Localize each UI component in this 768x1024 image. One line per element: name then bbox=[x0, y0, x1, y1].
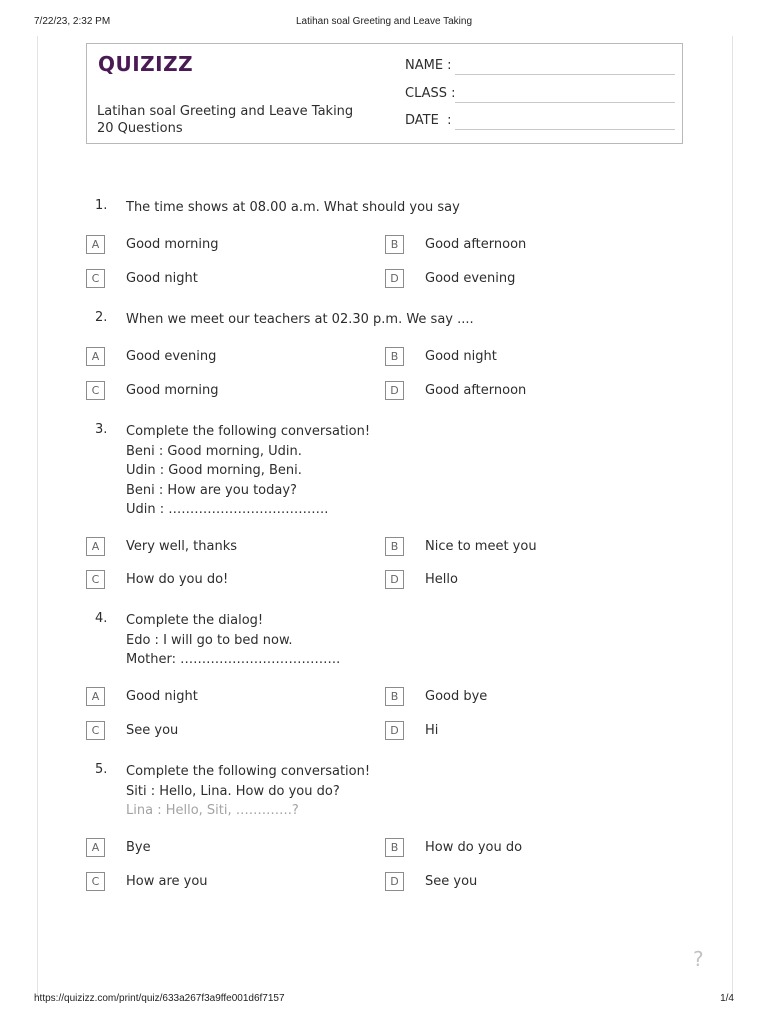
option-c bbox=[86, 381, 346, 401]
question-number: 3. bbox=[95, 422, 108, 437]
option-b bbox=[385, 537, 645, 557]
question-number: 4. bbox=[95, 611, 108, 626]
name-line bbox=[455, 74, 675, 75]
option-text: Good night bbox=[425, 349, 497, 364]
option-text: Hi bbox=[425, 723, 439, 738]
print-url: https://quizizz.com/print/quiz/633a267f3a9ffe001d6f7157 bbox=[34, 993, 285, 1004]
option-letter-box: C bbox=[86, 381, 105, 400]
option-letter-box: D bbox=[385, 721, 404, 740]
quiz-title: Latihan soal Greeting and Leave Taking bbox=[97, 104, 354, 119]
option-letter-box: B bbox=[385, 235, 404, 254]
option-letter-box: C bbox=[86, 721, 105, 740]
question-text: The time shows at 08.00 a.m. What should you say bbox=[126, 200, 460, 215]
question-number: 1. bbox=[95, 198, 108, 213]
page-number: 1/4 bbox=[720, 993, 734, 1004]
option-letter-box: A bbox=[86, 235, 105, 254]
option-text: Good afternoon bbox=[425, 383, 527, 398]
option-text: Good bye bbox=[425, 689, 488, 704]
option-letter-box: D bbox=[385, 381, 404, 400]
class-field bbox=[405, 86, 675, 104]
option-a bbox=[86, 687, 346, 707]
option-text: Very well, thanks bbox=[126, 539, 238, 554]
option-d bbox=[385, 381, 645, 401]
option-c bbox=[86, 570, 346, 590]
option-text: See you bbox=[425, 874, 478, 889]
quizizz-logo: QUIZIZZ bbox=[98, 52, 194, 76]
quiz-header-box bbox=[86, 43, 683, 144]
option-letter-box: A bbox=[86, 537, 105, 556]
option-letter-box: B bbox=[385, 687, 404, 706]
question-text: When we meet our teachers at 02.30 p.m. We say .... bbox=[126, 312, 474, 327]
option-text: Nice to meet you bbox=[425, 539, 537, 554]
option-letter-box: C bbox=[86, 269, 105, 288]
option-text: Hello bbox=[425, 572, 458, 587]
option-a bbox=[86, 347, 346, 367]
print-title: Latihan soal Greeting and Leave Taking bbox=[295, 16, 473, 27]
option-d bbox=[385, 872, 645, 892]
option-a bbox=[86, 838, 346, 858]
option-letter-box: B bbox=[385, 537, 404, 556]
option-a bbox=[86, 235, 346, 255]
question-text: Complete the dialog! Edo : I will go to bed now. Mother: ………………………………. bbox=[126, 613, 341, 667]
question-number: 5. bbox=[95, 762, 108, 777]
option-letter-box: B bbox=[385, 347, 404, 366]
option-c bbox=[86, 721, 346, 741]
option-text: Bye bbox=[126, 840, 151, 855]
option-d bbox=[385, 269, 645, 289]
option-c bbox=[86, 269, 346, 289]
option-letter-box: C bbox=[86, 570, 105, 589]
option-letter-box: B bbox=[385, 838, 404, 857]
option-text: Good evening bbox=[425, 271, 516, 286]
option-letter-box: A bbox=[86, 687, 105, 706]
question-number: 2. bbox=[95, 310, 108, 325]
option-text: Good morning bbox=[126, 383, 219, 398]
option-letter-box: D bbox=[385, 872, 404, 891]
question-text: Complete the following conversation! Siti : Hello, Lina. How do you do? bbox=[126, 764, 371, 799]
option-letter-box: D bbox=[385, 269, 404, 288]
date-label: DATE : bbox=[405, 113, 452, 128]
option-letter-box: C bbox=[86, 872, 105, 891]
print-header bbox=[34, 16, 734, 30]
name-field bbox=[405, 58, 675, 76]
option-text: Good evening bbox=[126, 349, 217, 364]
print-timestamp: 7/22/23, 2:32 PM bbox=[34, 16, 111, 27]
option-text: See you bbox=[126, 723, 179, 738]
faded-dialog-line: Lina : Hello, Siti, ………….? bbox=[126, 803, 299, 818]
option-b bbox=[385, 347, 645, 367]
option-letter-box: D bbox=[385, 570, 404, 589]
help-icon[interactable]: ? bbox=[693, 947, 704, 971]
option-text: How are you bbox=[126, 874, 208, 889]
name-label: NAME : bbox=[405, 58, 452, 73]
option-d bbox=[385, 570, 645, 590]
option-text: Good morning bbox=[126, 237, 219, 252]
option-b bbox=[385, 235, 645, 255]
option-a bbox=[86, 537, 346, 557]
option-b bbox=[385, 687, 645, 707]
option-text: How do you do! bbox=[126, 572, 229, 587]
class-line bbox=[455, 102, 675, 103]
option-text: How do you do bbox=[425, 840, 523, 855]
option-letter-box: A bbox=[86, 347, 105, 366]
option-text: Good afternoon bbox=[425, 237, 527, 252]
date-field bbox=[405, 113, 675, 131]
option-text: Good night bbox=[126, 271, 198, 286]
date-line bbox=[455, 129, 675, 130]
option-b bbox=[385, 838, 645, 858]
question-text: Complete the following conversation! Beni : Good morning, Udin. Udin : Good morning, Beni. Beni : How are you today? Udin : ………………………………. bbox=[126, 424, 371, 517]
question-count: 20 Questions bbox=[97, 121, 183, 136]
option-d bbox=[385, 721, 645, 741]
option-letter-box: A bbox=[86, 838, 105, 857]
print-footer bbox=[34, 993, 734, 1007]
option-c bbox=[86, 872, 346, 892]
class-label: CLASS : bbox=[405, 86, 456, 101]
option-text: Good night bbox=[126, 689, 198, 704]
